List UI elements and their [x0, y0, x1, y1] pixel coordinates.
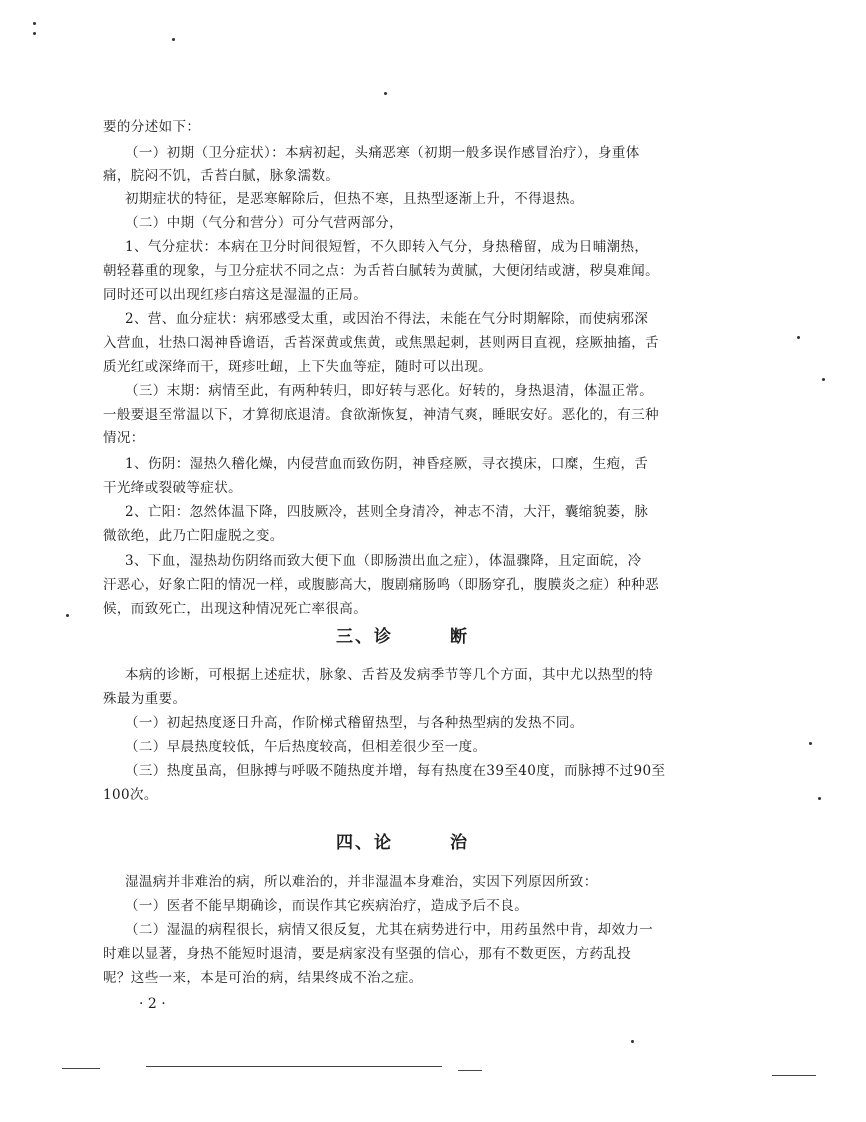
scan-rule: [772, 1075, 816, 1076]
scan-speck: [172, 38, 175, 41]
scan-speck: [631, 1040, 634, 1043]
text-line: 一般要退至常温以下，才算彻底退清。食欲渐恢复，神清气爽，睡眠安好。恶化的，有三种: [103, 407, 659, 423]
text-line: 干光绛或裂破等症状。: [103, 480, 242, 496]
text-line: 2、亡阳：忽然体温下降，四肢厥冷，甚则全身清冷，神志不清，大汗，囊缩貌萎，脉: [125, 504, 649, 520]
text-line: （三）末期：病情至此，有两种转归，即好转与恶化。好转的，身热退清，体温正常。: [125, 383, 654, 399]
scan-speck: [822, 378, 825, 381]
text-line: （一）医者不能早期确诊，而误作其它疾病治疗，造成予后不良。: [125, 898, 529, 914]
text-line: （三）热度虽高，但脉搏与呼吸不随热度并增，每有热度在39至40度，而脉搏不过90至: [125, 763, 666, 779]
text-line: 候，而致死亡，出现这种情况死亡率很高。: [103, 601, 368, 617]
text-line: 1、气分症状：本病在卫分时间很短暂，不久即转入气分，身热稽留，成为日晡潮热，: [125, 239, 649, 255]
text-line: （二）湿温的病程很长，病情又很反复，尤其在病势进行中，用药虽然中肯，却效力一: [125, 922, 654, 938]
text-line: 呢？这些一来，本是可治的病，结果终成不治之症。: [103, 970, 423, 986]
scan-speck: [818, 797, 821, 800]
text-line: 痛，脘闷不饥，舌苔白腻，脉象濡数。: [103, 168, 340, 184]
text-line: 100次。: [103, 787, 158, 803]
text-line: 微欲绝，此乃亡阳虚脱之变。: [103, 528, 284, 544]
text-line: （一）初起热度逐日升高，作阶梯式稽留热型，与各种热型病的发热不同。: [125, 715, 584, 731]
page-number: · 2 ·: [139, 996, 166, 1012]
text-line: 质光红或深绛而干，斑疹吐衄，上下失血等症，随时可以出现。: [103, 359, 493, 375]
text-line: 湿温病并非难治的病，所以难治的，并非湿温本身难治，实因下列原因所致：: [125, 874, 598, 890]
text-line: 本病的诊断，可根据上述症状，脉象、舌苔及发病季节等几个方面，其中尤以热型的特: [125, 667, 654, 683]
text-line: 3、下血，湿热劫伤阴络而致大便下血（即肠溃出血之症），体温骤降，且定面皖，冷: [125, 553, 642, 569]
section-heading-treatment: 四、论 治: [336, 833, 469, 853]
scan-speck: [33, 22, 36, 25]
scan-speck: [384, 92, 387, 95]
text-line: 时难以显著，身热不能短时退清，要是病家没有坚强的信心，那有不数更医，方药乱投: [103, 946, 632, 962]
text-line: （二）中期（气分和营分）可分气营两部分，: [125, 215, 403, 231]
scan-speck: [66, 614, 69, 617]
scan-speck: [809, 742, 812, 745]
text-line: 2、营、血分症状：病邪感受太重，或因治不得法，未能在气分时期解除，而使病邪深: [125, 311, 649, 327]
text-line: 殊最为重要。: [103, 691, 187, 707]
text-line: 1、伤阴：湿热久稽化燥，内侵营血而致伤阴，神昏痉厥，寻衣摸床，口糜，生疱，舌: [125, 456, 649, 472]
scan-rule: [146, 1066, 442, 1067]
text-line: 要的分述如下：: [103, 119, 201, 135]
scan-rule: [458, 1070, 482, 1071]
text-line: （一）初期（卫分症状）：本病初起，头痛恶寒（初期一般多误作感冒治疗），身重体: [125, 145, 640, 161]
section-heading-diagnosis: 三、诊 断: [336, 627, 469, 647]
text-line: 朝轻暮重的现象，与卫分症状不同之点：为舌苔白腻转为黄腻，大便闭结或溏，秽臭难闻。: [103, 263, 659, 279]
scan-speck: [33, 32, 36, 35]
text-line: 入营血，壮热口渴神昏谵语，舌苔深黄或焦黄，或焦黑起刺，甚则两目直视，痉厥抽搐，舌: [103, 335, 659, 351]
scan-speck: [797, 336, 800, 339]
text-line: 同时还可以出现红疹白痦这是湿温的正局。: [103, 287, 368, 303]
text-line: （二）早晨热度较低，午后热度较高，但相差很少至一度。: [125, 739, 487, 755]
text-line: 初期症状的特征，是恶寒解除后，但热不寒，且热型逐渐上升，不得退热。: [125, 191, 584, 207]
text-line: 情况：: [103, 430, 145, 446]
scan-rule: [62, 1068, 100, 1069]
text-line: 汗恶心，好象亡阳的情况一样，或腹膨高大，腹剧痛肠鸣（即肠穿孔，腹膜炎之症）种种恶: [103, 577, 659, 593]
